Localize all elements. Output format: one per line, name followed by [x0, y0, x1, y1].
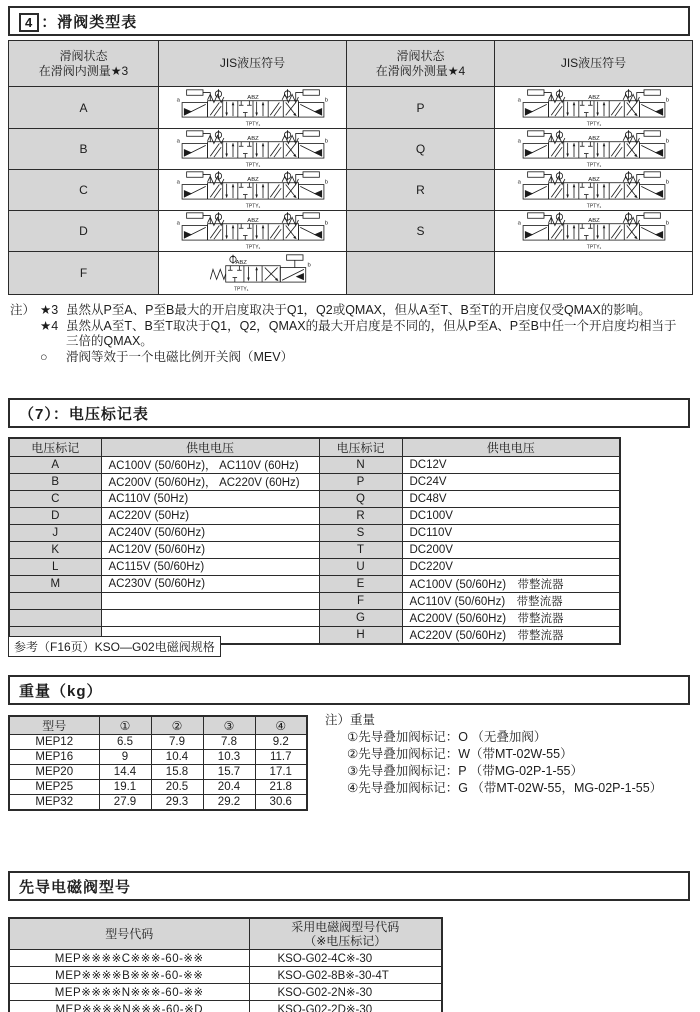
symbol-tank-label: TPTY₁: [586, 162, 601, 169]
section-header-valve-types: [8, 6, 690, 36]
voltage-code: A: [9, 457, 101, 474]
section-header-weight: [8, 675, 690, 705]
weight-value: 17.1: [255, 765, 307, 780]
section-header-voltage: [8, 398, 690, 428]
solenoid-code: KSO-G02-2N※-30: [249, 984, 442, 1001]
weight-value: 14.4: [99, 765, 151, 780]
solenoid-b-label: b: [665, 97, 669, 104]
weight-value: 9: [99, 750, 151, 765]
weight-value: 29.2: [203, 795, 255, 811]
weight-value: 11.7: [255, 750, 307, 765]
note-text: 滑阀等效于一个电磁比例开关阀（MEV）: [66, 349, 294, 364]
solenoid-a-label: a: [176, 220, 180, 227]
valve-symbol-cell-empty: [495, 252, 693, 295]
solenoid-b-label: b: [665, 220, 669, 227]
section-title: 先导电磁阀型号: [19, 879, 132, 896]
supply-voltage: DC12V: [402, 457, 620, 474]
solenoid-a-label: a: [176, 179, 180, 186]
voltage-code: F: [319, 593, 402, 610]
supply-voltage: AC240V (50/60Hz): [101, 525, 319, 542]
voltage-code: N: [319, 457, 402, 474]
symbol-ports-label: ABZ: [246, 94, 259, 101]
supply-voltage: DC200V: [402, 542, 620, 559]
weight-note-item: ④先导叠加阀标记：G （带MT-02W-55，MG-02P-1-55）: [347, 781, 663, 795]
weight-notes-title: 注）重量: [325, 713, 376, 727]
voltage-row: [9, 491, 620, 508]
supply-voltage: AC230V (50/60Hz): [101, 576, 319, 593]
col-header-jis-left: JIS液压符号: [159, 41, 347, 87]
valve-symbol-cell: [159, 252, 347, 295]
pilot-col-header-solenoid: [249, 918, 442, 950]
hydraulic-valve-symbol: [172, 211, 334, 251]
weight-col-header: 型号: [9, 716, 99, 735]
weight-row: [9, 750, 307, 765]
supply-voltage: AC220V (50Hz): [101, 508, 319, 525]
symbol-ports-label: ABZ: [246, 135, 259, 142]
symbol-ports-label: ABZ: [246, 176, 259, 183]
weight-row: [9, 765, 307, 780]
symbol-ports-label: ABZ: [234, 259, 247, 266]
solenoid-b-label: b: [665, 179, 669, 186]
solenoid-b-label: b: [307, 262, 311, 269]
weight-value: 7.9: [151, 735, 203, 750]
solenoid-a-label: a: [176, 138, 180, 145]
valve-state-cell: P: [347, 87, 495, 129]
hydraulic-valve-symbol: [513, 211, 675, 251]
solenoid-code: KSO-G02-2D※-30: [249, 1001, 442, 1012]
model-name: MEP16: [9, 750, 99, 765]
valve-row-D-S: [9, 211, 693, 252]
voltage-code: L: [9, 559, 101, 576]
voltage-row: [9, 593, 620, 610]
valve-row-C-R: [9, 170, 693, 211]
valve-symbol-cell: [495, 129, 693, 170]
weight-col-header: ③: [203, 716, 255, 735]
weight-col-header: ④: [255, 716, 307, 735]
weight-value: 20.4: [203, 780, 255, 795]
voltage-code: M: [9, 576, 101, 593]
hydraulic-valve-symbol: [172, 170, 334, 210]
symbol-ports-label: ABZ: [587, 217, 600, 224]
pilot-row: [9, 1001, 442, 1012]
weight-value: 10.4: [151, 750, 203, 765]
voltage-code: K: [9, 542, 101, 559]
supply-voltage: AC110V (50/60Hz) 带整流器: [402, 593, 620, 610]
solenoid-a-label: a: [517, 138, 521, 145]
symbol-ports-label: ABZ: [246, 217, 259, 224]
valve-state-cell: A: [9, 87, 159, 129]
valve-row-F: [9, 252, 693, 295]
solenoid-a-label: a: [176, 97, 180, 104]
valve-symbol-cell: [159, 170, 347, 211]
symbol-ports-label: ABZ: [587, 94, 600, 101]
model-name: MEP20: [9, 765, 99, 780]
valve-symbol-cell: [495, 211, 693, 252]
weight-col-header: ②: [151, 716, 203, 735]
solenoid-a-label: a: [517, 220, 521, 227]
valve-symbol-cell: [159, 129, 347, 170]
voltage-code: R: [319, 508, 402, 525]
solenoid-code: KSO-G02-8B※-30-4T: [249, 967, 442, 984]
valve-row-B-Q: [9, 129, 693, 170]
weight-value: 30.6: [255, 795, 307, 811]
symbol-tank-label: TPTY₁: [586, 120, 601, 127]
symbol-ports-label: ABZ: [587, 135, 600, 142]
note-line: [10, 319, 686, 350]
supply-voltage: DC24V: [402, 474, 620, 491]
weight-row: [9, 795, 307, 811]
model-name: MEP32: [9, 795, 99, 811]
weight-value: 15.7: [203, 765, 255, 780]
section-title: 滑阀类型表: [57, 14, 138, 31]
symbol-ports-label: ABZ: [587, 176, 600, 183]
model-code: MEP※※※※B※※※-60-※※: [9, 967, 249, 984]
supply-voltage: DC48V: [402, 491, 620, 508]
voltage-row: [9, 457, 620, 474]
solenoid-b-label: b: [324, 220, 328, 227]
hydraulic-valve-symbol: [172, 129, 334, 169]
weight-value: 9.2: [255, 735, 307, 750]
supply-voltage: AC120V (50/60Hz): [101, 542, 319, 559]
header-line: 在滑阀内测量★3: [38, 63, 129, 78]
note-text: 虽然从A至T、B至T取决于Q1，Q2，QMAX的最大开启度是不同的，但从P至A、P至B中任一个开启度均相当于三倍的QMAX。: [66, 318, 677, 348]
valve-state-cell: S: [347, 211, 495, 252]
header-line: 滑阀状态: [396, 48, 445, 63]
symbol-tank-label: TPTY₁: [586, 244, 601, 251]
section-number-box: 4: [19, 13, 39, 32]
voltage-code: J: [9, 525, 101, 542]
model-code: MEP※※※※C※※※-60-※※: [9, 950, 249, 967]
voltage-col-header: 电压标记: [319, 438, 402, 457]
model-name: MEP12: [9, 735, 99, 750]
solenoid-b-label: b: [665, 138, 669, 145]
voltage-code: Q: [319, 491, 402, 508]
hydraulic-valve-symbol: [513, 170, 675, 210]
col-header-jis-right: JIS液压符号: [495, 41, 693, 87]
valve-type-table: [8, 40, 693, 295]
weight-value: 10.3: [203, 750, 255, 765]
note-text: 虽然从P至A、P至B最大的开启度取决于Q1，Q2或QMAX，但从A至T、B至T的开启度仅受QMAX的影响。: [66, 303, 651, 317]
symbol-tank-label: TPTY₁: [586, 203, 601, 210]
model-code: MEP※※※※N※※※-60-※※: [9, 984, 249, 1001]
weight-col-header: ①: [99, 716, 151, 735]
section-title: （7）：电压标记表: [19, 406, 149, 423]
hydraulic-valve-symbol: [513, 129, 675, 169]
valve-state-cell: C: [9, 170, 159, 211]
note-bullet-circle: ○: [40, 349, 48, 364]
solenoid-code: KSO-G02-4C※-30: [249, 950, 442, 967]
note-line: [10, 350, 686, 366]
valve-state-cell: F: [9, 252, 159, 295]
voltage-row: [9, 508, 620, 525]
supply-voltage: AC100V (50/60Hz)， AC110V (60Hz): [101, 457, 319, 474]
pilot-row: [9, 967, 442, 984]
voltage-code: H: [319, 627, 402, 645]
valve-symbol-cell: [159, 87, 347, 129]
voltage-row: [9, 525, 620, 542]
voltage-col-header: 供电电压: [101, 438, 319, 457]
section-title: 重量（kg）: [19, 683, 103, 700]
weight-note-item: ②先导叠加阀标记：W（带MT-02W-55）: [347, 747, 573, 761]
supply-voltage: [101, 593, 319, 610]
valve-symbol-cell: [495, 170, 693, 211]
reference-note-box: 参考（F16页）KSO—G02电磁阀规格: [8, 636, 221, 657]
weight-row: [9, 735, 307, 750]
model-name: MEP25: [9, 780, 99, 795]
weight-value: 29.3: [151, 795, 203, 811]
weight-value: 20.5: [151, 780, 203, 795]
header-line: （※电压标记）: [304, 934, 387, 948]
voltage-code: D: [9, 508, 101, 525]
voltage-row: [9, 542, 620, 559]
pilot-row: [9, 984, 442, 1001]
voltage-row: [9, 610, 620, 627]
solenoid-b-label: b: [324, 138, 328, 145]
symbol-tank-label: TPTY₁: [233, 286, 248, 293]
hydraulic-valve-symbol: [513, 88, 675, 128]
voltage-col-header: 电压标记: [9, 438, 101, 457]
note-bullet-star4: ★4: [40, 318, 59, 333]
header-line: 采用电磁阀型号代码: [291, 919, 400, 934]
section-separator: ：: [41, 14, 58, 31]
valve-state-cell: D: [9, 211, 159, 252]
voltage-code: E: [319, 576, 402, 593]
pilot-row: [9, 950, 442, 967]
voltage-code: T: [319, 542, 402, 559]
voltage-row: [9, 576, 620, 593]
hydraulic-valve-symbol: [172, 88, 334, 128]
weight-table: [8, 715, 308, 811]
weight-row: [9, 780, 307, 795]
valve-notes: [10, 303, 686, 365]
voltage-row: [9, 474, 620, 491]
weight-value: 27.9: [99, 795, 151, 811]
note-line: [10, 303, 686, 319]
solenoid-b-label: b: [324, 179, 328, 186]
header-line: 在滑阀外测量★4: [375, 63, 466, 78]
valve-state-cell-empty: [347, 252, 495, 295]
note-bullet-star3: ★3: [40, 303, 59, 317]
supply-voltage: AC200V (50/60Hz) 带整流器: [402, 610, 620, 627]
supply-voltage: AC100V (50/60Hz) 带整流器: [402, 576, 620, 593]
voltage-code: P: [319, 474, 402, 491]
pilot-valve-model-table: [8, 917, 443, 1012]
weight-value: 15.8: [151, 765, 203, 780]
supply-voltage: AC200V (50/60Hz)， AC220V (60Hz): [101, 474, 319, 491]
header-line: 滑阀状态: [59, 48, 108, 63]
valve-state-cell: R: [347, 170, 495, 211]
model-code: MEP※※※※N※※※-60-※D: [9, 1001, 249, 1012]
weight-value: 21.8: [255, 780, 307, 795]
weight-value: 6.5: [99, 735, 151, 750]
voltage-col-header: 供电电压: [402, 438, 620, 457]
voltage-code: [9, 610, 101, 627]
supply-voltage: [101, 610, 319, 627]
symbol-tank-label: TPTY₁: [245, 120, 260, 127]
symbol-tank-label: TPTY₁: [245, 203, 260, 210]
valve-state-cell: Q: [347, 129, 495, 170]
solenoid-b-label: b: [324, 97, 328, 104]
col-header-status-internal: [9, 41, 159, 87]
voltage-code: [9, 593, 101, 610]
supply-voltage: AC110V (50Hz): [101, 491, 319, 508]
hydraulic-valve-symbol-single-solenoid: [172, 253, 334, 293]
valve-state-cell: B: [9, 129, 159, 170]
col-header-status-external: [347, 41, 495, 87]
valve-symbol-cell: [159, 211, 347, 252]
supply-voltage: AC115V (50/60Hz): [101, 559, 319, 576]
voltage-code: S: [319, 525, 402, 542]
weight-value: 19.1: [99, 780, 151, 795]
symbol-tank-label: TPTY₁: [245, 244, 260, 251]
solenoid-a-label: a: [517, 97, 521, 104]
valve-symbol-cell: [495, 87, 693, 129]
supply-voltage: DC100V: [402, 508, 620, 525]
voltage-code: G: [319, 610, 402, 627]
weight-note-item: ③先导叠加阀标记：P （带MG-02P-1-55）: [347, 764, 584, 778]
section-header-pilot-valve: [8, 871, 690, 901]
note-prefix: 注）: [10, 303, 36, 317]
voltage-code: U: [319, 559, 402, 576]
supply-voltage: AC220V (50/60Hz) 带整流器: [402, 627, 620, 645]
weight-note-item: ①先导叠加阀标记：O （无叠加阀）: [347, 730, 547, 744]
symbol-tank-label: TPTY₁: [245, 162, 260, 169]
weight-notes: [325, 712, 662, 797]
voltage-marking-table: [8, 437, 621, 645]
voltage-code: B: [9, 474, 101, 491]
pilot-col-header-model: 型号代码: [9, 918, 249, 950]
solenoid-a-label: a: [517, 179, 521, 186]
supply-voltage: DC110V: [402, 525, 620, 542]
voltage-row: [9, 559, 620, 576]
weight-value: 7.8: [203, 735, 255, 750]
voltage-code: C: [9, 491, 101, 508]
supply-voltage: DC220V: [402, 559, 620, 576]
valve-row-A-P: [9, 87, 693, 129]
